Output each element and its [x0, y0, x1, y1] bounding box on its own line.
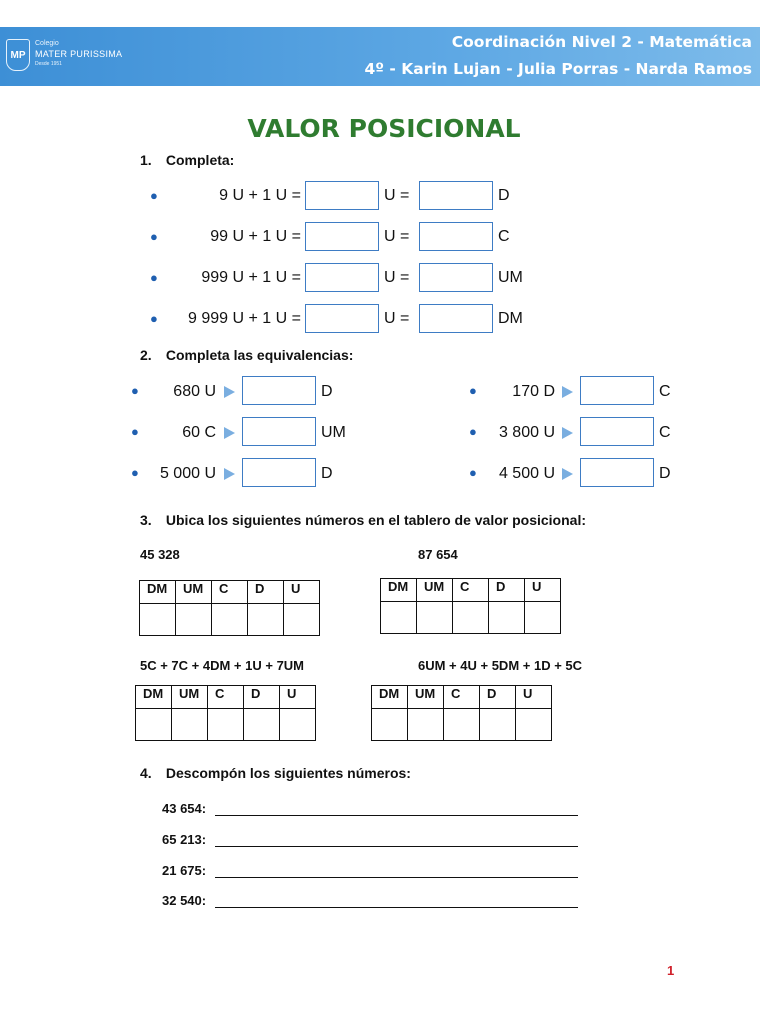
q1-mid: U =: [384, 187, 410, 204]
q2-answer-box[interactable]: [580, 417, 654, 446]
q3-item-label: 5C + 7C + 4DM + 1U + 7UM: [140, 658, 305, 673]
q1-unit: C: [498, 228, 510, 245]
place-value-table: [380, 578, 561, 634]
q1-expression: 9 U + 1 U =: [219, 187, 301, 204]
q2-unit: C: [659, 383, 671, 400]
table-answer-cell[interactable]: [381, 602, 417, 634]
place-value-table: [135, 685, 316, 741]
table-header-cell: DM: [372, 686, 408, 709]
q1-answer-box[interactable]: [419, 222, 493, 251]
table-header-cell: U: [280, 686, 316, 709]
q1-number: 1.: [140, 152, 152, 168]
q2-unit: D: [321, 465, 333, 482]
table-header-cell: DM: [381, 579, 417, 602]
q1-answer-box[interactable]: [305, 304, 379, 333]
q1-unit: D: [498, 187, 510, 204]
school-logo: [6, 39, 124, 75]
q4-answer-line[interactable]: [215, 832, 578, 847]
q3-item-label: 6UM + 4U + 5DM + 1D + 5C: [418, 658, 583, 673]
q2-number: 2.: [140, 347, 152, 363]
arrow-right-icon: [224, 427, 235, 439]
q2-value: 60 C: [182, 424, 216, 441]
table-answer-cell[interactable]: [489, 602, 525, 634]
table-header-cell: C: [212, 581, 248, 604]
q1-answer-box[interactable]: [305, 263, 379, 292]
header-coordination: Coordinación Nivel 2 - Matemática: [451, 33, 752, 51]
table-answer-cell[interactable]: [480, 709, 516, 741]
q2-answer-box[interactable]: [580, 458, 654, 487]
q1-answer-box[interactable]: [419, 181, 493, 210]
q4-item-label: 32 540:: [162, 893, 207, 908]
q2-answer-box[interactable]: [580, 376, 654, 405]
table-answer-cell[interactable]: [284, 604, 320, 636]
header-teachers: 4º - Karin Lujan - Julia Porras - Narda Ramos: [364, 60, 752, 78]
logo-since: Desde 1951: [35, 61, 62, 67]
bullet-icon: ●: [469, 383, 477, 398]
table-header-cell: C: [444, 686, 480, 709]
q2-value: 4 500 U: [498, 465, 555, 482]
table-answer-cell[interactable]: [248, 604, 284, 636]
q1-expression: 9 999 U + 1 U =: [188, 310, 301, 327]
bullet-icon: ●: [150, 229, 158, 244]
place-value-table: [139, 580, 320, 636]
q1-unit: DM: [498, 310, 523, 327]
table-answer-cell[interactable]: [208, 709, 244, 741]
table-header-cell: DM: [140, 581, 176, 604]
q4-number: 4.: [140, 765, 152, 781]
table-answer-cell[interactable]: [172, 709, 208, 741]
q3-item-label: 87 654: [418, 547, 458, 562]
q1-answer-box[interactable]: [305, 181, 379, 210]
table-header-cell: D: [480, 686, 516, 709]
bullet-icon: ●: [150, 311, 158, 326]
q2-answer-box[interactable]: [242, 458, 316, 487]
q4-answer-line[interactable]: [215, 801, 578, 816]
crest-icon: MP: [6, 39, 30, 71]
q3-item-label: 45 328: [140, 547, 180, 562]
q1-answer-box[interactable]: [419, 263, 493, 292]
bullet-icon: ●: [131, 424, 139, 439]
q1-answer-box[interactable]: [305, 222, 379, 251]
table-answer-cell[interactable]: [525, 602, 561, 634]
page-title: VALOR POSICIONAL: [247, 114, 521, 143]
arrow-right-icon: [562, 427, 573, 439]
table-header-cell: C: [208, 686, 244, 709]
table-header-cell: U: [516, 686, 552, 709]
q2-value: 5 000 U: [159, 465, 216, 482]
bullet-icon: ●: [150, 270, 158, 285]
table-header-cell: UM: [176, 581, 212, 604]
table-header-cell: UM: [408, 686, 444, 709]
q1-expression: 99 U + 1 U =: [210, 228, 301, 245]
q3-label: Ubica los siguientes números en el tablero de valor posicional:: [165, 512, 586, 528]
bullet-icon: ●: [131, 465, 139, 480]
q2-value: 3 800 U: [498, 424, 555, 441]
q2-unit: D: [659, 465, 671, 482]
q4-heading: [140, 765, 411, 781]
table-answer-cell[interactable]: [140, 604, 176, 636]
q2-heading: [140, 347, 353, 363]
q1-label: Completa:: [165, 152, 235, 168]
arrow-right-icon: [562, 386, 573, 398]
q4-answer-line[interactable]: [215, 893, 578, 908]
bullet-icon: ●: [150, 188, 158, 203]
table-answer-cell[interactable]: [176, 604, 212, 636]
bullet-icon: ●: [131, 383, 139, 398]
q1-expression: 999 U + 1 U =: [201, 269, 301, 286]
table-answer-cell[interactable]: [372, 709, 408, 741]
q1-mid: U =: [384, 310, 410, 327]
logo-small-text: Colegio: [35, 40, 59, 47]
q2-unit: UM: [321, 424, 346, 441]
q4-item-label: 65 213:: [162, 832, 207, 847]
table-answer-cell[interactable]: [453, 602, 489, 634]
table-header-cell: D: [248, 581, 284, 604]
table-header-cell: DM: [136, 686, 172, 709]
place-value-table: [371, 685, 552, 741]
arrow-right-icon: [562, 468, 573, 480]
table-answer-cell[interactable]: [136, 709, 172, 741]
q4-item-label: 43 654:: [162, 801, 207, 816]
q1-mid: U =: [384, 228, 410, 245]
q3-heading: [140, 512, 586, 528]
page-number: 1: [667, 963, 675, 978]
table-answer-cell[interactable]: [244, 709, 280, 741]
table-header-cell: C: [453, 579, 489, 602]
q1-unit: UM: [498, 269, 523, 286]
table-answer-cell[interactable]: [417, 602, 453, 634]
table-header-cell: D: [489, 579, 525, 602]
table-header-cell: UM: [417, 579, 453, 602]
q1-mid: U =: [384, 269, 410, 286]
table-answer-cell[interactable]: [280, 709, 316, 741]
q1-heading: [140, 152, 234, 168]
table-answer-cell[interactable]: [212, 604, 248, 636]
q2-unit: D: [321, 383, 333, 400]
bullet-icon: ●: [469, 465, 477, 480]
q2-answer-box[interactable]: [242, 376, 316, 405]
table-header-cell: D: [244, 686, 280, 709]
q2-value: 680 U: [173, 383, 216, 400]
q3-number: 3.: [140, 512, 152, 528]
q2-unit: C: [659, 424, 671, 441]
q2-value: 170 D: [512, 383, 555, 400]
arrow-right-icon: [224, 468, 235, 480]
table-answer-cell[interactable]: [516, 709, 552, 741]
table-header-cell: U: [525, 579, 561, 602]
q2-label: Completa las equivalencias:: [165, 347, 354, 363]
table-answer-cell[interactable]: [444, 709, 480, 741]
bullet-icon: ●: [469, 424, 477, 439]
table-header-cell: UM: [172, 686, 208, 709]
table-header-cell: U: [284, 581, 320, 604]
q1-answer-box[interactable]: [419, 304, 493, 333]
logo-name: MATER PURISSIMA: [35, 49, 123, 59]
q4-answer-line[interactable]: [215, 863, 578, 878]
arrow-right-icon: [224, 386, 235, 398]
header-banner: [0, 27, 760, 86]
table-answer-cell[interactable]: [408, 709, 444, 741]
q4-item-label: 21 675:: [162, 863, 207, 878]
q2-answer-box[interactable]: [242, 417, 316, 446]
q4-label: Descompón los siguientes números:: [165, 765, 411, 781]
